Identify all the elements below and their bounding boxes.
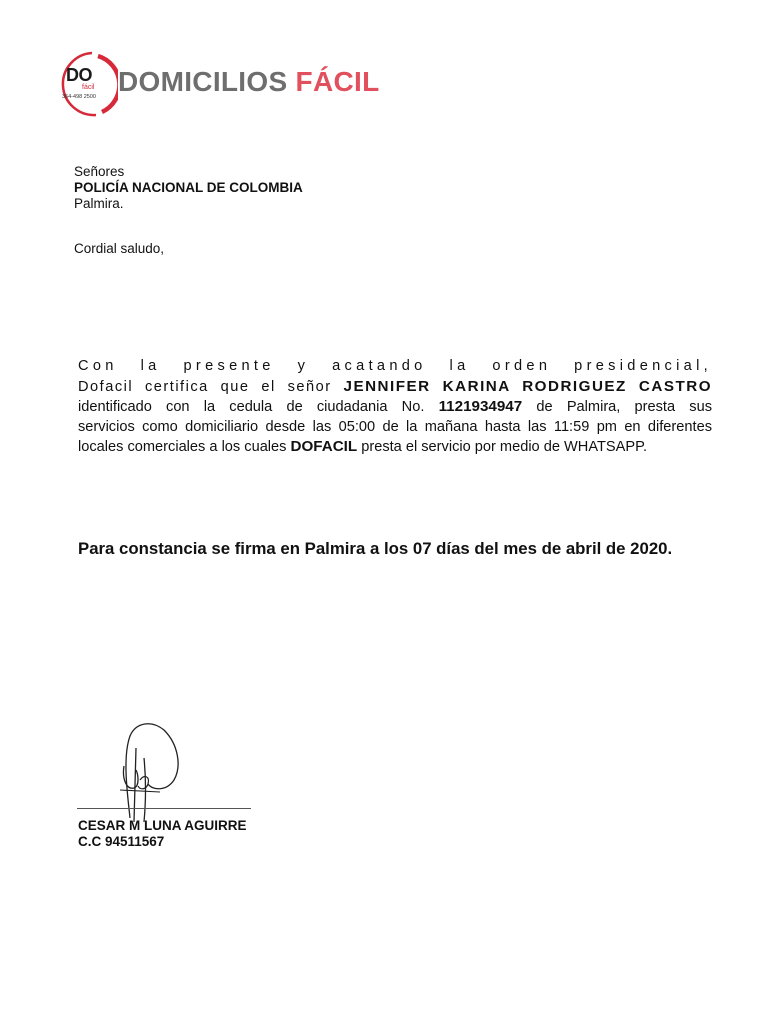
recipient-block [74, 164, 303, 212]
signer-id: C.C 94511567 [78, 834, 165, 849]
body-line-3-text: identificado con la cedula de ciudadania No. [78, 399, 439, 415]
body-line-3 [78, 397, 712, 418]
company-name: DOFACIL [290, 438, 358, 455]
logo-facil-small-text: fácil [82, 84, 95, 91]
brand-word-facil: FÁCIL [295, 66, 380, 97]
id-number: 1121934947 [438, 398, 523, 415]
recipient-city: Palmira. [74, 196, 124, 211]
recipient-organization: POLICÍA NACIONAL DE COLOMBIA [74, 180, 303, 195]
closing-statement: Para constancia se firma en Palmira a los 07 días del mes de abril de 2020. [78, 539, 673, 558]
signature-line [77, 808, 251, 809]
certification-paragraph [78, 357, 712, 458]
brand-word-domicilios: DOMICILIOS [118, 66, 288, 97]
body-line-3-end: de Palmira, presta sus [522, 399, 712, 415]
handwritten-signature [100, 718, 200, 828]
company-logo [58, 50, 418, 122]
body-line-2 [78, 377, 712, 398]
greeting: Cordial saludo, [74, 241, 165, 256]
signer-block [78, 818, 247, 850]
body-line-5-text: locales comerciales a los cuales [78, 439, 291, 455]
logo-phone-text: 364-498 2500 [62, 94, 96, 100]
brand-name [118, 66, 379, 98]
body-line-2-text: Dofacil certifica que el señor [78, 378, 344, 395]
body-line-5-end: presta el servicio por medio de WHATSAPP. [357, 439, 648, 455]
recipient-salutation: Señores [74, 164, 125, 179]
logo-do-text: DO [66, 65, 92, 85]
body-line-4: servicios como domiciliario desde las 05:00 de la mañana hasta las 11:59 pm en diferentes [78, 418, 712, 435]
body-line-1: Con la presente y acatando la orden presidencial, [78, 358, 712, 374]
signer-name: CESAR M LUNA AGUIRRE [78, 818, 247, 833]
body-line-5 [78, 437, 712, 458]
person-name: JENNIFER KARINA RODRIGUEZ CASTRO [343, 377, 713, 395]
